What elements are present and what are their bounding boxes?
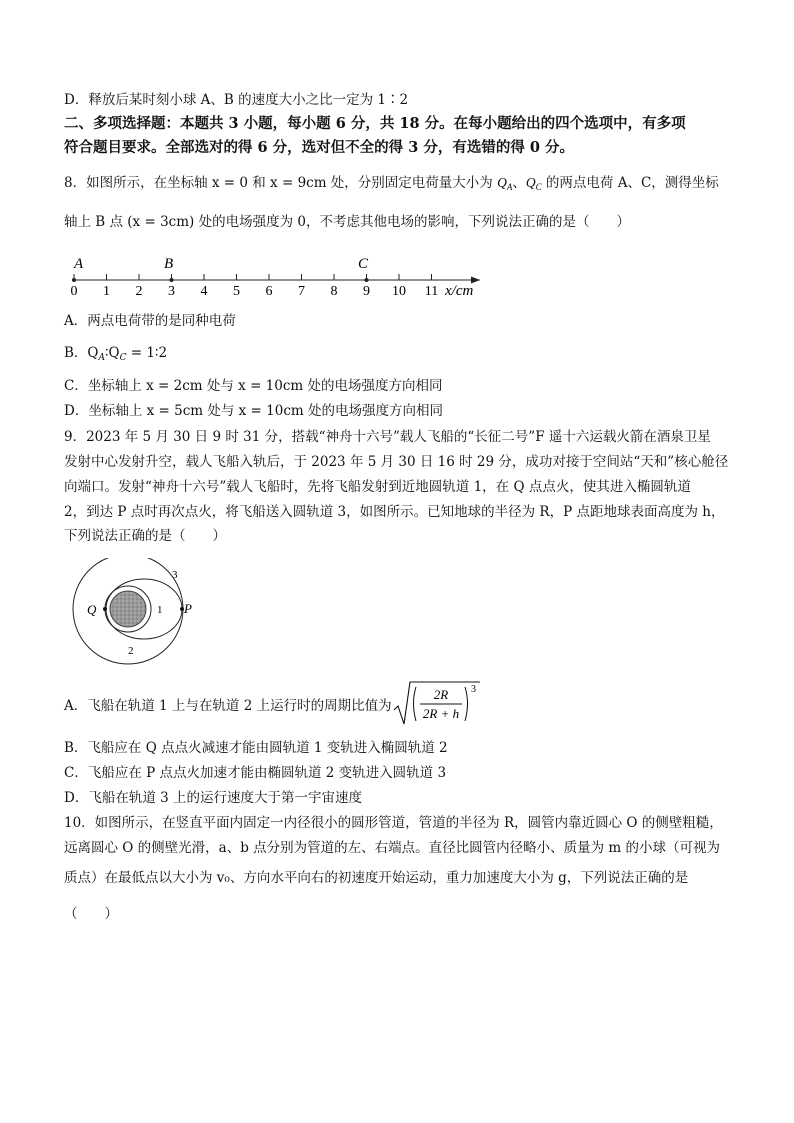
q8-stem-text-a: 8．如图所示，在坐标轴 x = 0 和 x = 9cm 处，分别固定电荷量大小为 [64, 175, 498, 191]
q8-option-b-sub-c: C [119, 353, 127, 363]
q9-option-c: C．飞船应在 P 点点火加速才能由椭圆轨道 2 变轨进入圆轨道 3 [64, 765, 447, 781]
point-q-label: Q [87, 602, 97, 617]
point-c-label: C [358, 256, 369, 272]
q10-stem-line3: 质点）在最低点以大小为 v₀、方向水平向右的初速度开始运动，重力加速度大小为 g，下列说法正确的是 [64, 870, 689, 886]
orbit-2-label: 2 [128, 645, 134, 657]
axis-point-marker [365, 278, 369, 282]
q9-option-a-text: A．飞船在轨道 1 上与在轨道 2 上运行时的周期比值为 [64, 698, 392, 714]
q9-stem-line3: 向端口。发射“神舟十六号”载人飞船时，先将飞船发射到近地圆轨道 1，在 Q 点点火，使其进入椭圆轨道 [64, 479, 691, 495]
axis-tick-label: 6 [265, 284, 273, 299]
orbit-1-label: 1 [157, 604, 163, 616]
fraction-numerator: 2R [433, 687, 449, 702]
q9-option-a-formula [392, 678, 482, 728]
q8-charge-a-symbol: Q [497, 175, 507, 190]
q8-charge-c-sub: C [535, 182, 542, 192]
q9-stem-line1: 9．2023 年 5 月 30 日 9 时 31 分，搭载“神舟十六号”载人飞船的“长征二号”F 遥十六运载火箭在酒泉卫星 [64, 429, 711, 445]
axis-tick-label: 4 [200, 284, 208, 299]
q8-option-b [64, 343, 167, 368]
section-heading-line1: 二、多项选择题：本题共 3 小题，每小题 6 分，共 18 分。在每小题给出的四个选项中，有多项 [64, 115, 686, 132]
axis-tick-label: 0 [70, 284, 78, 299]
q8-option-b-prefix: B．Q [64, 345, 99, 361]
point-b-label: B [164, 256, 174, 272]
q8-charge-a [497, 175, 512, 190]
q8-stem-line1 [64, 173, 719, 197]
exponent: 3 [471, 684, 476, 695]
axis-tick-label: 9 [363, 284, 370, 299]
fraction-denominator: 2R + h [422, 706, 460, 721]
section-heading-line2: 符合题目要求。全部选对的得 6 分，选对但不全的得 3 分，有选错的得 0 分。 [64, 139, 575, 156]
point-q-dot [103, 607, 107, 611]
paren-left [414, 687, 417, 721]
point-p-label: P [184, 601, 192, 616]
q8-axis-figure [60, 250, 500, 302]
q8-option-a: A．两点电荷带的是同种电荷 [64, 313, 236, 329]
orbit-3-label: 3 [172, 569, 178, 581]
q8-option-c: C．坐标轴上 x = 2cm 处与 x = 10cm 处的电场强度方向相同 [64, 378, 443, 394]
q9-option-b: B．飞船应在 Q 点点火减速才能由圆轨道 1 变轨进入椭圆轨道 2 [64, 740, 448, 756]
q10-stem-line1: 10．如图所示，在竖直平面内固定一内径很小的圆形管道，管道的半径为 R，圆管内靠近圆心 O 的侧壁粗糙， [64, 815, 723, 831]
earth [110, 591, 146, 627]
axis-tick-label: 1 [103, 284, 110, 299]
q8-charge-a-sub: A [506, 182, 513, 192]
axis-tick-label: 2 [135, 284, 143, 299]
axis-tick-label: 10 [392, 284, 406, 299]
axis-unit-label: x/cm [445, 283, 474, 299]
q10-stem-line4: （ ） [64, 906, 118, 922]
q8-charge-c-symbol: Q [525, 175, 536, 190]
axis-tick-label: 5 [233, 284, 240, 299]
q9-stem-line4: 2，到达 P 点时再次点火，将飞船送入圆轨道 3，如图所示。已知地球的半径为 R，P 点距地球表面高度为 h， [64, 504, 725, 520]
axis-ticks [71, 274, 439, 299]
q8-stem-text-c: 的两点电荷 A、C，测得坐标 [541, 175, 719, 191]
q10-stem-line2: 远离圆心 O 的侧壁光滑，a、b 点分别为管道的左、右端点。直径比圆管内径略小、质量为 m 的小球（可视为 [64, 840, 721, 856]
axis-tick-label: 8 [330, 284, 338, 299]
q8-stem-line2: 轴上 B 点 (x = 3cm) 处的电场强度为 0，不考虑其他电场的影响，下列说法正确的是（ ） [64, 214, 630, 230]
q9-option-d: D．飞船在轨道 3 上的运行速度大于第一宇宙速度 [64, 790, 362, 806]
axis-point-marker [72, 278, 76, 282]
q8-option-d: D．坐标轴上 x = 5cm 处与 x = 10cm 处的电场强度方向相同 [64, 403, 443, 419]
q7-option-d: D．释放后某时刻小球 A、B 的速度大小之比一定为 1∶2 [64, 92, 409, 108]
q8-stem-sep: 、 [512, 175, 526, 191]
q9-stem-line2: 发射中心发射升空，载人飞船入轨后，于 2023 年 5 月 30 日 16 时 29 分，成功对接于空间站“天和”核心舱径 [64, 454, 729, 470]
axis-tick-label: 7 [298, 284, 305, 299]
q8-option-b-mid: ∶Q [105, 345, 120, 361]
q9-stem-line5: 下列说法正确的是（ ） [64, 528, 226, 544]
axis-tick-label: 11 [424, 284, 439, 299]
q8-option-b-sub-a: A [98, 353, 105, 363]
q8-charge-c [526, 175, 542, 190]
axis-tick-label: 3 [168, 284, 175, 299]
q9-option-a [64, 696, 392, 716]
paren-right [465, 687, 468, 721]
q8-option-b-end: = 1∶2 [126, 345, 168, 361]
axis-point-marker [170, 278, 174, 282]
point-a-label: A [74, 256, 84, 272]
q9-orbit-figure [60, 558, 200, 668]
